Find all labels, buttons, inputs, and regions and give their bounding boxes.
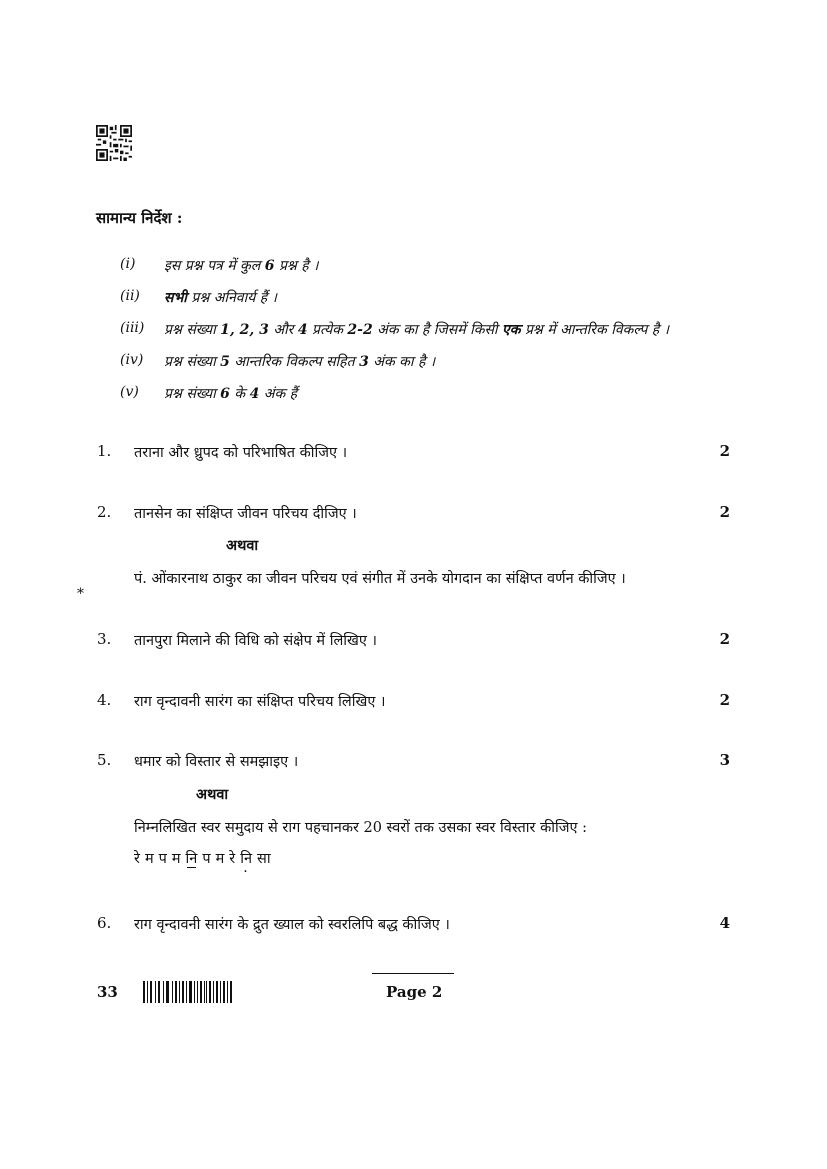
question-text: धमार को विस्तार से समझाइए ।: [134, 754, 299, 770]
instruction-number: (v): [120, 384, 139, 400]
instruction-text: प्रश्न संख्या 6 के 4 अंक हैं: [164, 386, 298, 402]
instruction-text: प्रश्न संख्या 1, 2, 3 और 4 प्रत्येक 2-2 अंक का है जिसमें किसी एक प्रश्न में आन्तरिक विकल्प है ।: [164, 322, 670, 338]
instruction-text: इस प्रश्न पत्र में कुल 6 प्रश्न है ।: [164, 258, 319, 274]
page-number: Page 2: [386, 983, 443, 1001]
instruction-number: (iii): [120, 320, 145, 336]
instruction-number: (iv): [120, 352, 144, 368]
question-number: 5.: [97, 751, 112, 769]
question-marks: 2: [719, 691, 730, 709]
question-number: 4.: [97, 691, 112, 709]
question-marks: 2: [719, 442, 730, 460]
swar-note: म: [215, 851, 225, 867]
paper-code: 33: [97, 983, 118, 1001]
instructions-heading: सामान्य निर्देश :: [96, 209, 183, 227]
question-text: तराना और ध्रुपद को परिभाषित कीजिए ।: [134, 445, 348, 461]
question-number: 6.: [97, 914, 112, 932]
question-marks: 2: [719, 630, 730, 648]
page-divider: [372, 973, 454, 974]
question-text: तानपुरा मिलाने की विधि को संक्षेप में लिखिए ।: [134, 633, 378, 649]
qr-code-icon: [96, 125, 132, 161]
swar-note: सा: [257, 851, 271, 867]
swar-note-komal: नि: [186, 848, 198, 868]
instruction-number: (i): [120, 256, 136, 272]
question-text: राग वृन्दावनी सारंग के द्रुत ख्याल को स्वरलिपि बद्ध कीजिए ।: [134, 917, 450, 933]
question-marks: 4: [719, 914, 730, 932]
swar-note: म: [144, 851, 154, 867]
margin-asterisk: *: [77, 586, 84, 602]
barcode-icon: [143, 981, 233, 1003]
swar-note: प: [202, 851, 211, 867]
question-number: 3.: [97, 630, 112, 648]
swar-note: रे: [134, 851, 140, 867]
instruction-text: सभी प्रश्न अनिवार्य हैं ।: [164, 290, 277, 306]
question-number: 1.: [97, 442, 112, 460]
swar-note-mandra: नि .: [240, 848, 252, 868]
alternative-question-text: पं. ओंकारनाथ ठाकुर का जीवन परिचय एवं संगीत में उनके योगदान का संक्षिप्त वर्णन कीजिए ।: [134, 571, 626, 587]
question-text: तानसेन का संक्षिप्त जीवन परिचय दीजिए ।: [134, 506, 357, 522]
swar-notation: [134, 848, 276, 868]
swar-note: म: [171, 851, 181, 867]
swar-note: प: [158, 851, 167, 867]
swar-note: रे: [229, 851, 236, 867]
question-text: राग वृन्दावनी सारंग का संक्षिप्त परिचय लिखिए ।: [134, 694, 386, 710]
instruction-text: प्रश्न संख्या 5 आन्तरिक विकल्प सहित 3 अंक का है ।: [164, 354, 436, 370]
or-label: अथवा: [196, 786, 229, 803]
question-marks: 2: [719, 503, 730, 521]
or-label: अथवा: [226, 537, 259, 554]
question-number: 2.: [97, 503, 112, 521]
alternative-question-text: निम्नलिखित स्वर समुदाय से राग पहचानकर 20 स्वरों तक उसका स्वर विस्तार कीजिए :: [134, 820, 587, 836]
instruction-number: (ii): [120, 288, 140, 304]
question-marks: 3: [719, 751, 730, 769]
